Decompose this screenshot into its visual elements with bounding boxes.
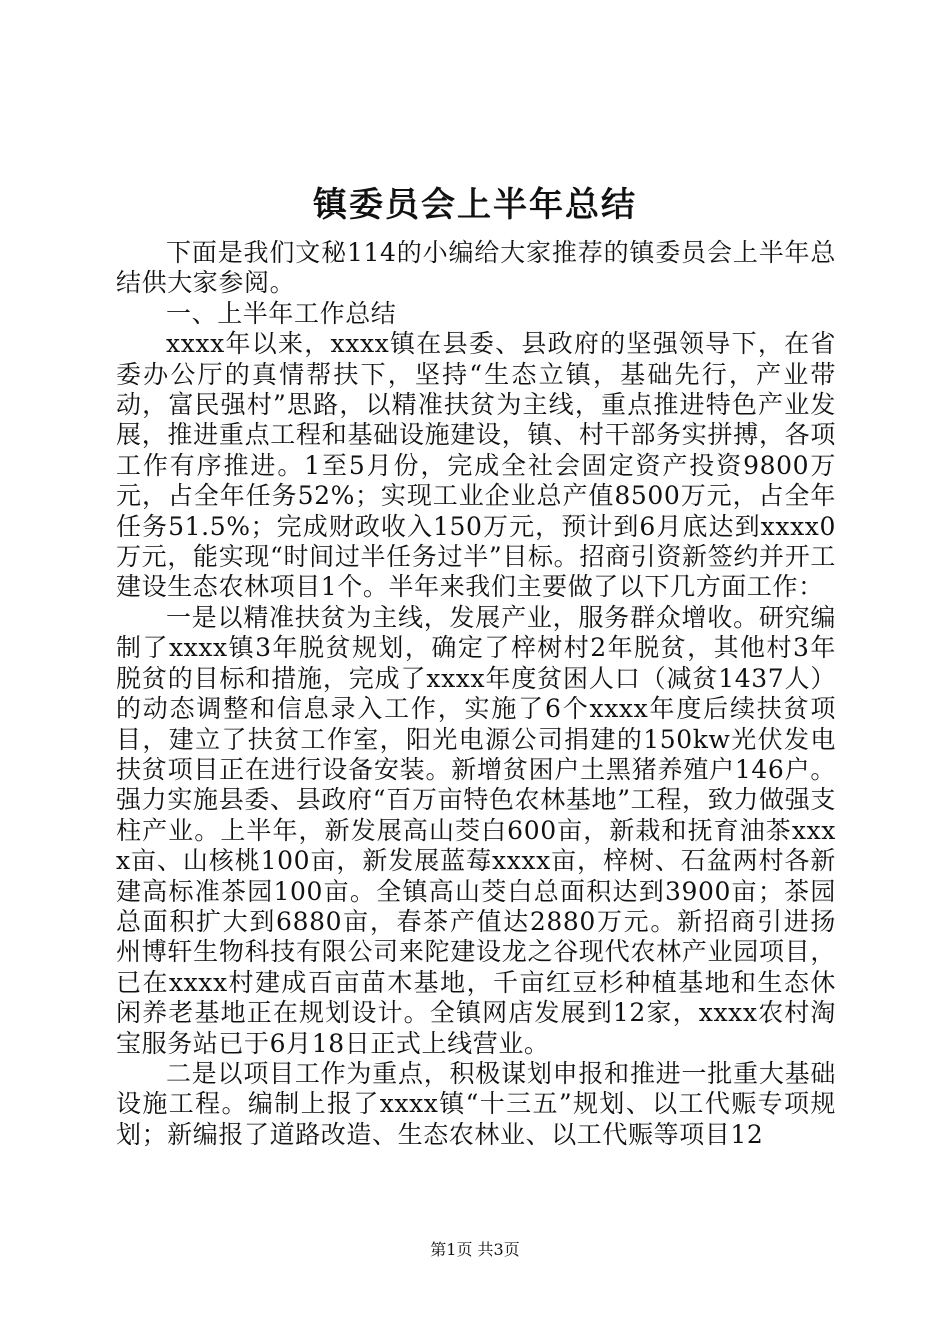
document-body xyxy=(116,238,836,1150)
paragraph-intro: 下面是我们文秘114的小编给大家推荐的镇委员会上半年总结供大家参阅。 xyxy=(116,238,836,298)
page-footer: 第1页 共3页 xyxy=(430,1240,520,1259)
section-heading: 一、上半年工作总结 xyxy=(166,298,397,328)
paragraph-poverty-alleviation: 一是以精准扶贫为主线，发展产业，服务群众增收。研究编制了xxxx镇3年脱贫规划，确定了梓树村2年脱贫，其他村3年脱贫的目标和措施，完成了xxxx年度贫困人口（减贫1437人）的动态调整和信息录入工作，实施了6个xxxx年度后续扶贫项目，建立了扶贫工作室，阳光电源公司捐建的150kw光伏发电扶贫项目正在进行设备安装。新增贫困户土黑猪养殖户146户。强力实施县委、县政府“百万亩特色农林基地”工程，致力做强支柱产业。上半年，新发展高山茭白600亩，新栽和抚育油茶xxxx亩、山核桃100亩，新发展蓝莓xxxx亩，梓树、石盆两村各新建高标准茶园100亩。全镇高山茭白总面积达到3900亩；茶园总面积扩大到6880亩，春茶产值达2880万元。新招商引进扬州博轩生物科技有限公司来陀建设龙之谷现代农林产业园项目，已在xxxx村建成百亩苗木基地，千亩红豆杉种植基地和生态休闲养老基地正在规划设计。全镇网店发展到12家，xxxx农村淘宝服务站已于6月18日正式上线营业。 xyxy=(116,602,836,1058)
document-title: 镇委员会上半年总结 xyxy=(313,185,637,225)
paragraph-projects: 二是以项目工作为重点，积极谋划申报和推进一批重大基础设施工程。编制上报了xxxx镇“十三五”规划、以工代赈专项规划；新编报了道路改造、生态农林业、以工代赈等项目12 xyxy=(116,1058,836,1149)
paragraph-overview: xxxx年以来，xxxx镇在县委、县政府的坚强领导下，在省委办公厅的真情帮扶下，坚持“生态立镇，基础先行，产业带动，富民强村”思路，以精准扶贫为主线，重点推进特色产业发展，推进重点工程和基础设施建设，镇、村干部务实拼搏，各项工作有序推进。1至5月份，完成全社会固定资产投资9800万元，占全年任务52%；实现工业企业总产值8500万元，占全年任务51.5%；完成财政收入150万元，预计到6月底达到xxxx0万元，能实现“时间过半任务过半”目标。招商引资新签约并开工建设生态农林项目1个。半年来我们主要做了以下几方面工作： xyxy=(116,329,836,602)
